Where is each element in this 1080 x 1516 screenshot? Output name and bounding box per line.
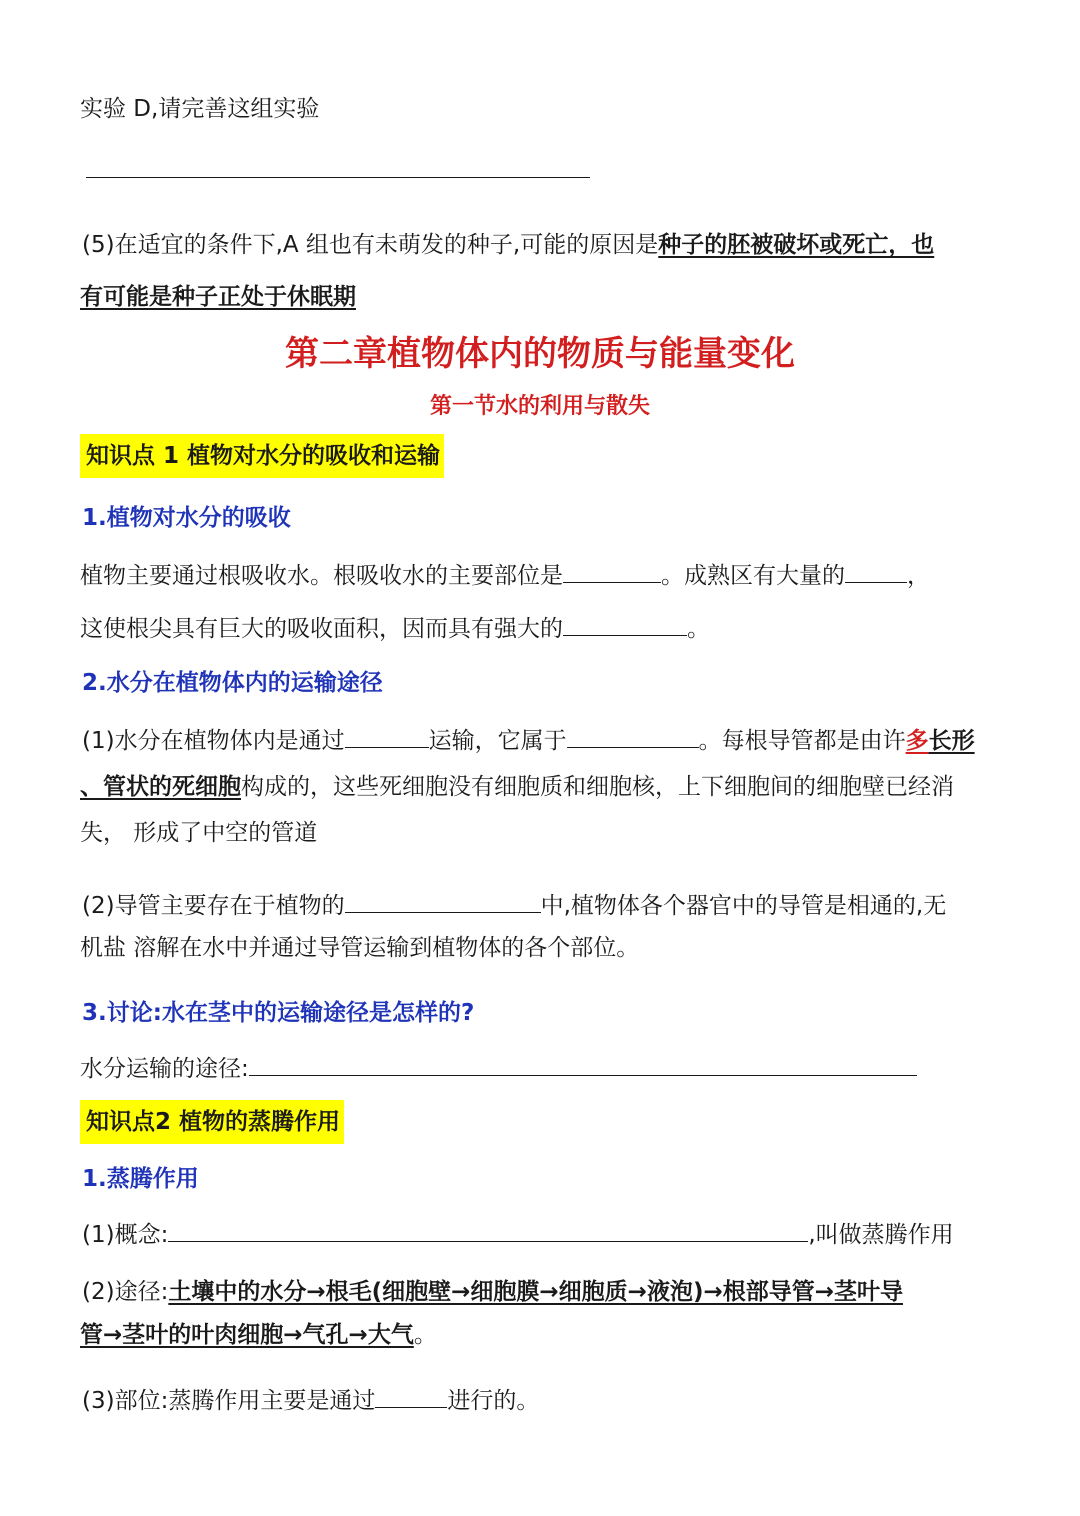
route-label: (2)途径: [82, 1279, 169, 1305]
transpiration-site [82, 1385, 539, 1416]
transport-text: (2)导管主要存在于植物的 [82, 893, 345, 919]
absorption-para-1 [80, 560, 930, 591]
transport-text: 运输，它属于 [428, 728, 567, 754]
transport-text: 构成的，这些死细胞没有细胞质和细胞核，上下细胞间的细胞壁已经消 [241, 774, 954, 800]
fill-blank[interactable] [249, 1053, 917, 1076]
fill-blank[interactable] [375, 1385, 447, 1408]
highlight-answer: 、管状的死细胞 [80, 774, 241, 800]
transport-q1-line1 [82, 725, 975, 756]
transport-q1-line2 [80, 772, 954, 802]
transpiration-concept [82, 1219, 954, 1250]
question-5-answer: 种子的胚被破坏或死亡，也 [658, 232, 935, 258]
route-end: 。 [413, 1322, 437, 1348]
absorption-text: 。成熟区有大量的 [661, 563, 845, 589]
question-5-answer-cont: 有可能是种子正处于休眠期 [80, 284, 356, 310]
transport-q1-line3: 失， 形成了中空的管道 [80, 820, 318, 846]
highlight-answer: 长形 [928, 728, 975, 754]
fill-blank[interactable] [563, 613, 687, 636]
concept-label: (1)概念: [82, 1222, 169, 1248]
path-label: 水分运输的途径: [80, 1056, 249, 1082]
fill-blank[interactable] [345, 890, 541, 913]
absorption-text: 植物主要通过根吸收水。根吸收水的主要部位是 [80, 563, 563, 589]
absorption-text: 。 [687, 616, 710, 642]
fill-blank[interactable] [168, 1219, 808, 1242]
question-5-text: (5)在适宜的条件下,A 组也有未萌发的种子,可能的原因是 [82, 232, 659, 258]
answer-line [86, 177, 590, 178]
site-text: 进行的。 [447, 1388, 540, 1414]
transport-text: (1)水分在植物体内是通过 [82, 728, 345, 754]
transpiration-route-line2 [80, 1320, 437, 1350]
section-title: 第一节水的利用与散失 [429, 394, 650, 419]
absorption-text: ， [907, 563, 930, 589]
absorption-text: 这使根尖具有巨大的吸收面积，因而具有强大的 [80, 616, 563, 642]
transport-path [80, 1053, 917, 1084]
concept-text: ,叫做蒸腾作用 [808, 1222, 954, 1248]
heading-transpiration: 1.蒸腾作用 [82, 1166, 199, 1192]
heading-absorption: 1.植物对水分的吸收 [82, 505, 291, 531]
knowledge-point-2-label: 知识点2 植物的蒸腾作用 [80, 1100, 344, 1144]
experiment-line: 实验 D,请完善这组实验 [80, 96, 320, 122]
chapter-title: 第二章植物体内的物质与能量变化 [285, 334, 795, 374]
knowledge-point-1-label: 知识点 1 植物对水分的吸收和运输 [80, 434, 444, 478]
fill-blank[interactable] [845, 560, 907, 583]
highlight-red: 多 [905, 728, 929, 754]
absorption-para-2 [80, 613, 710, 644]
fill-blank[interactable] [345, 725, 429, 748]
site-text: (3)部位:蒸腾作用主要是通过 [82, 1388, 376, 1414]
fill-blank[interactable] [563, 560, 661, 583]
transport-text: 。每根导管都是由许 [698, 728, 906, 754]
transport-q2-line1 [82, 890, 946, 921]
fill-blank[interactable] [567, 725, 699, 748]
route-answer: 管→茎叶的叶肉细胞→气孔→大气 [80, 1322, 414, 1348]
question-5 [82, 230, 934, 260]
transport-q2-line2: 机盐 溶解在水中并通过导管运输到植物体的各个部位。 [80, 935, 640, 961]
heading-transport: 2.水分在植物体内的运输途径 [82, 670, 383, 696]
route-answer: 土壤中的水分→根毛(细胞壁→细胞膜→细胞质→液泡)→根部导管→茎叶导 [168, 1279, 903, 1305]
transport-text: 中,植物体各个器官中的导管是相通的,无 [540, 893, 947, 919]
heading-discussion: 3.讨论:水在茎中的运输途径是怎样的? [82, 1000, 475, 1026]
transpiration-route-line1 [82, 1277, 903, 1307]
